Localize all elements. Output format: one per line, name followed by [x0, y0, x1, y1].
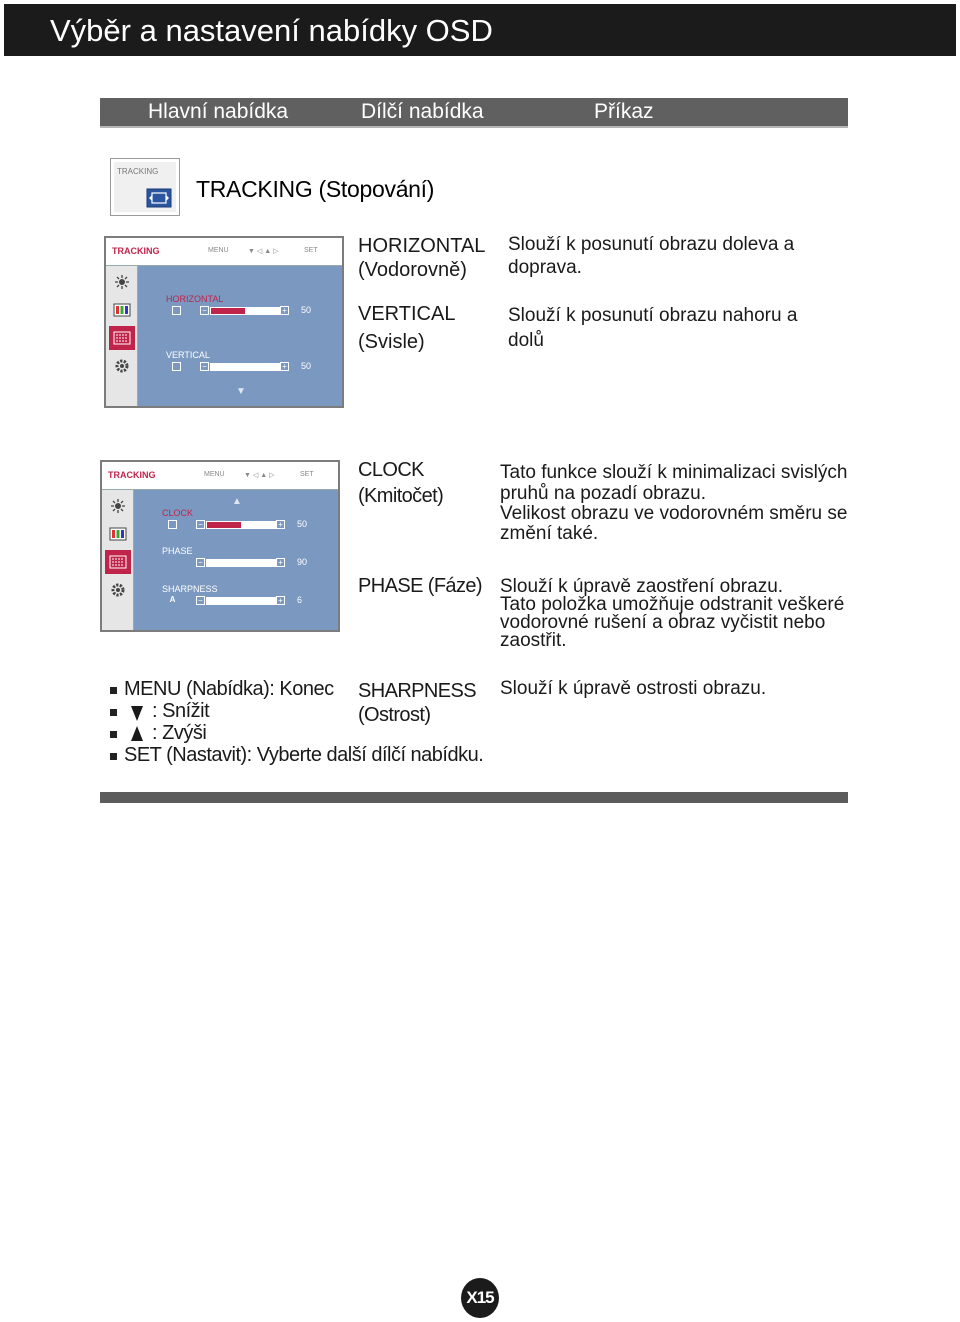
osd-set-control: SET	[304, 247, 318, 254]
brightness-icon	[109, 270, 135, 294]
plus-icon: +	[280, 362, 289, 371]
osd-item-vertical: VERTICAL	[166, 350, 210, 360]
clock-description-line-3: Velikost obrazu ve vodorovném směru se	[500, 503, 848, 524]
legend-bullet	[110, 687, 117, 694]
osd-item-sharpness: SHARPNESS	[162, 584, 218, 594]
osd-name: TRACKING	[112, 246, 160, 256]
horizontal-value: 50	[301, 305, 312, 315]
osd-menu-control: MENU	[208, 247, 229, 254]
minus-icon: −	[200, 306, 209, 315]
header-command: Příkaz	[594, 100, 654, 123]
setup-gear-icon	[105, 578, 131, 602]
up-arrow-icon	[130, 725, 144, 743]
osd-down-up-controls: ▼ ◁ ▲ ▷	[244, 472, 275, 479]
tracking-icon	[145, 187, 173, 209]
page-title: Výběr a nastavení nabídky OSD	[50, 13, 493, 48]
horizontal-small-icon	[172, 306, 181, 315]
scroll-up-arrow-icon: ▲	[232, 496, 242, 507]
osd-name: TRACKING	[108, 470, 156, 480]
submenu-horizontal: HORIZONTAL	[358, 235, 486, 257]
submenu-sharpness: SHARPNESS	[358, 680, 476, 702]
header-sub-menu: Dílčí nabídka	[361, 100, 484, 123]
submenu-vertical-translation: (Svisle)	[358, 331, 425, 353]
plus-icon: +	[276, 558, 285, 567]
sharpness-slider	[206, 597, 276, 605]
vertical-description-line-2: dolů	[508, 330, 544, 351]
submenu-sharpness-translation: (Ostrost)	[358, 704, 431, 726]
plus-icon: +	[280, 306, 289, 315]
scroll-down-arrow-icon: ▼	[236, 386, 246, 397]
table-header	[100, 98, 848, 128]
osd-down-up-controls: ▼ ◁ ▲ ▷	[248, 248, 279, 255]
submenu-clock-translation: (Kmitočet)	[358, 485, 444, 507]
minus-icon: −	[200, 362, 209, 371]
phase-value: 90	[297, 557, 308, 567]
legend-bullet	[110, 731, 117, 738]
submenu-vertical: VERTICAL	[358, 303, 456, 325]
osd-tracking-screen-1	[104, 236, 344, 408]
clock-description-line-4: změní také.	[500, 523, 599, 544]
sharpness-value: 6	[297, 595, 303, 605]
phase-slider	[206, 559, 276, 567]
minus-icon: −	[196, 558, 205, 567]
vertical-small-icon	[172, 362, 181, 371]
vertical-slider	[210, 363, 280, 371]
osd-sidebar	[106, 266, 138, 406]
clock-small-icon	[168, 520, 177, 529]
osd-item-clock: CLOCK	[162, 508, 194, 518]
horizontal-description-line-1: Slouží k posunutí obrazu doleva a	[508, 234, 795, 255]
plus-icon: +	[276, 520, 285, 529]
submenu-horizontal-translation: (Vodorovně)	[358, 259, 467, 281]
phase-description-line-2: Tato položka umožňuje odstranit veškeré	[500, 594, 845, 615]
down-arrow-icon	[130, 704, 144, 722]
clock-value: 50	[297, 519, 308, 529]
clock-description-line-1: Tato funkce slouží k minimalizaci svislých	[500, 462, 848, 483]
osd-menu-control: MENU	[204, 471, 225, 478]
phase-description-line-4: zaostřit.	[500, 630, 567, 651]
horizontal-description-line-2: doprava.	[508, 257, 582, 278]
header-main-menu: Hlavní nabídka	[148, 100, 289, 123]
osd-title-bar	[106, 238, 342, 266]
clock-slider	[206, 521, 276, 529]
submenu-phase: PHASE (Fáze)	[358, 575, 482, 597]
legend-bullet	[110, 709, 117, 716]
section-title: TRACKING (Stopování)	[196, 176, 435, 202]
setup-gear-icon	[109, 354, 135, 378]
phase-description-line-1: Slouží k úpravě zaostření obrazu.	[500, 576, 784, 597]
page-number: X15	[461, 1278, 499, 1318]
osd-tracking-screen-2	[100, 460, 340, 632]
osd-title-bar	[102, 462, 338, 490]
osd-item-horizontal: HORIZONTAL	[166, 294, 224, 304]
osd-sidebar	[102, 490, 134, 630]
sharpness-small-icon: A	[169, 595, 176, 604]
vertical-description-line-1: Slouží k posunutí obrazu nahoru a	[508, 305, 798, 326]
osd-item-phase: PHASE	[162, 546, 193, 556]
legend-bullet	[110, 753, 117, 760]
clock-description-line-2: pruhů na pozadí obrazu.	[500, 483, 706, 504]
vertical-value: 50	[301, 361, 312, 371]
minus-icon: −	[196, 520, 205, 529]
page-title-bar	[4, 4, 956, 56]
bottom-divider	[100, 792, 848, 803]
tracking-tab-label: TRACKING	[117, 167, 159, 176]
color-icon	[109, 298, 135, 322]
brightness-icon	[105, 494, 131, 518]
horizontal-slider	[210, 307, 280, 315]
minus-icon: −	[196, 596, 205, 605]
sharpness-description: Slouží k úpravě ostrosti obrazu.	[500, 678, 767, 699]
tracking-tab-icon	[110, 158, 180, 216]
submenu-clock: CLOCK	[358, 459, 424, 481]
osd-set-control: SET	[300, 471, 314, 478]
phase-description-line-3: vodorovné rušení a obraz vyčistit nebo	[500, 612, 826, 633]
tracking-icon	[105, 550, 131, 574]
plus-icon: +	[276, 596, 285, 605]
color-icon	[105, 522, 131, 546]
tracking-icon	[109, 326, 135, 350]
